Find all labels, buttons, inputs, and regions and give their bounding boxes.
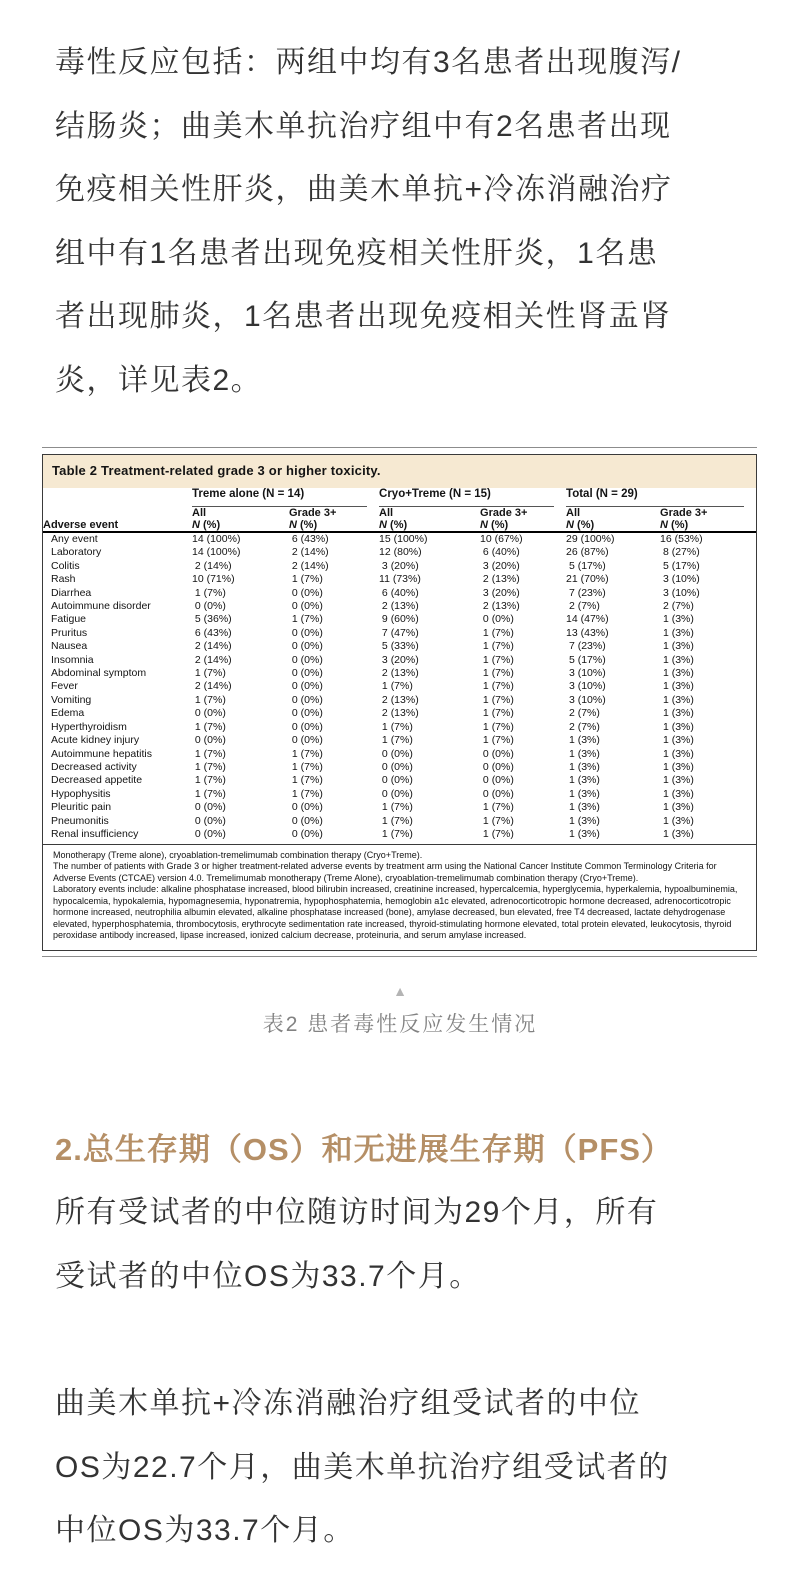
column-group-treme-alone: Treme alone (N = 14): [192, 488, 367, 507]
adverse-event-row: [43, 532, 756, 546]
total-grade3-value: 1 (3%): [660, 640, 694, 653]
cryo-all-value: 12 (80%): [379, 546, 422, 559]
cryo-grade3-value: 1 (7%): [480, 653, 514, 666]
treme-all-value: 6 (43%): [192, 626, 232, 639]
treme-all-value: 1 (7%): [192, 787, 226, 800]
adverse-event-name: Pneumonitis: [51, 814, 109, 827]
cryo-grade3-value: 6 (40%): [480, 546, 520, 559]
total-grade3-value: 1 (3%): [660, 774, 694, 787]
total-grade3-value: 1 (3%): [660, 801, 694, 814]
total-all-value: 2 (7%): [566, 600, 600, 613]
adverse-event-name: Any event: [51, 533, 98, 545]
cryo-all-header: All: [379, 507, 394, 519]
total-grade3-value: 1 (3%): [660, 667, 694, 680]
cryo-grade3-header: Grade 3+: [480, 507, 528, 519]
treme-all-value: 1 (7%): [192, 667, 226, 680]
cryo-all-value: 2 (13%): [379, 600, 419, 613]
cryo-grade3-value: 1 (7%): [480, 828, 566, 844]
cryo-grade3-value: 0 (0%): [480, 613, 514, 626]
total-all-value: 7 (23%): [566, 586, 606, 599]
cryo-grade3-value: 1 (7%): [480, 801, 514, 814]
table-title: Table 2 Treatment-related grade 3 or higher toxicity.: [43, 455, 756, 488]
adverse-event-row: [43, 801, 756, 814]
adverse-event-row: [43, 600, 756, 613]
total-all-value: 1 (3%): [566, 734, 600, 747]
table-caption-block: [0, 983, 800, 1038]
table-bottom-rule: [42, 956, 757, 957]
cryo-all-value: 3 (20%): [379, 653, 419, 666]
treme-grade3-value: 0 (0%): [289, 600, 323, 613]
adverse-event-row: [43, 748, 756, 761]
treme-grade3-value: 2 (14%): [289, 546, 329, 559]
cryo-grade3-value: 1 (7%): [480, 720, 514, 733]
treme-all-value: 2 (14%): [192, 640, 232, 653]
total-all-value: 13 (43%): [566, 626, 609, 639]
treme-grade3-value: 0 (0%): [289, 814, 323, 827]
cryo-all-value: 1 (7%): [379, 680, 413, 693]
table-caption: 表2 患者毒性反应发生情况: [262, 1012, 538, 1036]
n-percent-row: [43, 519, 756, 532]
treme-grade3-value: 0 (0%): [289, 626, 323, 639]
n-percent-header: N (%): [379, 519, 480, 532]
total-all-value: 1 (3%): [566, 828, 660, 844]
total-all-value: 2 (7%): [566, 707, 600, 720]
intro-text-line: 组中有1名患者出现免疫相关性肝炎，1名患: [55, 236, 659, 270]
cryo-grade3-value: 1 (7%): [480, 707, 514, 720]
adverse-event-name: Acute kidney injury: [51, 734, 140, 747]
total-grade3-value: 3 (10%): [660, 573, 700, 586]
total-all-value: 14 (47%): [566, 613, 609, 626]
n-percent-header: N (%): [660, 519, 756, 532]
adverse-event-row: [43, 613, 756, 626]
treme-all-value: 0 (0%): [192, 828, 289, 844]
cryo-all-value: 6 (40%): [379, 586, 419, 599]
treme-all-value: 1 (7%): [192, 586, 226, 599]
cryo-all-value: 0 (0%): [379, 787, 413, 800]
treme-all-value: 0 (0%): [192, 814, 226, 827]
treme-grade3-value: 0 (0%): [289, 680, 323, 693]
treme-all-value: 0 (0%): [192, 801, 226, 814]
cryo-all-value: 1 (7%): [379, 801, 413, 814]
treme-grade3-value: 1 (7%): [289, 573, 323, 586]
total-all-value: 2 (7%): [566, 720, 600, 733]
total-grade3-value: 5 (17%): [660, 559, 700, 572]
cryo-grade3-value: 1 (7%): [480, 814, 514, 827]
total-all-value: 7 (23%): [566, 640, 606, 653]
treme-all-value: 0 (0%): [192, 734, 226, 747]
table-top-rule: [42, 447, 757, 448]
adverse-event-name: Rash: [51, 573, 76, 586]
treme-all-value: 1 (7%): [192, 747, 226, 760]
total-all-value: 5 (17%): [566, 653, 606, 666]
treme-all-value: 2 (14%): [192, 653, 232, 666]
adverse-event-name: Pruritus: [51, 626, 88, 639]
footnote-methods: The number of patients with Grade 3 or higher treatment-related adverse events by treatment arm using the National Cancer Institute Common Terminology Criteria for Adverse Events (CTCAE) version 4.0. Tremelimumab monotherapy (Treme Alone), cryoablation-tremelimumab combination therapy (Cryo+Treme).: [53, 861, 717, 883]
adverse-event-name: Nausea: [51, 640, 88, 653]
cryo-grade3-value: 0 (0%): [480, 747, 514, 760]
cryo-all-value: 3 (20%): [379, 559, 419, 572]
cryo-grade3-value: 3 (20%): [480, 559, 520, 572]
treme-grade3-header: Grade 3+: [289, 507, 337, 519]
cryo-all-value: 11 (73%): [379, 573, 421, 586]
adverse-event-row: [43, 654, 756, 667]
toxicity-table-figure: [42, 447, 757, 957]
cryo-grade3-value: 1 (7%): [480, 693, 514, 706]
treme-all-value: 1 (7%): [192, 760, 226, 773]
n-percent-header: N (%): [566, 519, 660, 532]
adverse-event-row: [43, 788, 756, 801]
treme-grade3-value: 0 (0%): [289, 667, 323, 680]
treme-all-value: 0 (0%): [192, 707, 226, 720]
cryo-grade3-value: 0 (0%): [480, 760, 514, 773]
body-text-line: 中位OS为33.7个月。: [55, 1514, 355, 1548]
cryo-grade3-value: 0 (0%): [480, 787, 514, 800]
treme-grade3-value: 2 (14%): [289, 559, 329, 572]
column-group-row: [43, 488, 756, 507]
cryo-all-value: 2 (13%): [379, 707, 419, 720]
section-heading: 2.总生存期（OS）和无进展生存期（PFS）: [55, 1131, 673, 1167]
treme-grade3-value: 0 (0%): [289, 640, 323, 653]
adverse-event-name: Fever: [51, 680, 78, 693]
followup-paragraph: [55, 1181, 750, 1308]
cryo-all-value: 1 (7%): [379, 828, 480, 844]
total-grade3-value: 1 (3%): [660, 626, 694, 639]
treme-all-value: 14 (100%): [192, 533, 241, 545]
adverse-event-row: [43, 560, 756, 573]
treme-grade3-value: 1 (7%): [289, 760, 323, 773]
total-grade3-value: 1 (3%): [660, 760, 694, 773]
n-percent-header: N (%): [289, 519, 379, 532]
total-grade3-value: 2 (7%): [660, 600, 694, 613]
intro-text-line: 者出现肺炎，1名患者出现免疫相关性肾盂肾: [55, 300, 672, 333]
n-percent-header: N (%): [192, 519, 289, 532]
adverse-event-row: [43, 627, 756, 640]
adverse-event-row: [43, 734, 756, 747]
total-all-value: 29 (100%): [566, 533, 615, 545]
adverse-event-name: Decreased activity: [51, 760, 137, 773]
cryo-all-value: 2 (13%): [379, 667, 419, 680]
total-grade3-value: 3 (10%): [660, 586, 700, 599]
total-all-value: 21 (70%): [566, 573, 609, 586]
adverse-events-table: [43, 488, 756, 845]
adverse-event-name: Colitis: [51, 559, 80, 572]
total-grade3-value: 1 (3%): [660, 747, 694, 760]
intro-text-line: 毒性反应包括：两组中均有3名患者出现腹泻/: [55, 46, 682, 79]
treme-grade3-value: 0 (0%): [289, 586, 323, 599]
total-grade3-value: 1 (3%): [660, 814, 694, 827]
intro-text-line: 免疫相关性肝炎，曲美木单抗+冷冻消融治疗: [55, 173, 673, 206]
cryo-grade3-value: 1 (7%): [480, 680, 514, 693]
treme-all-header: All: [192, 507, 207, 519]
total-all-value: 3 (10%): [566, 680, 606, 693]
adverse-event-row: [43, 761, 756, 774]
total-grade3-value: 1 (3%): [660, 680, 694, 693]
total-grade3-value: 1 (3%): [660, 828, 756, 844]
table-footnotes: [43, 845, 756, 950]
total-grade3-value: 1 (3%): [660, 693, 694, 706]
total-all-value: 3 (10%): [566, 667, 606, 680]
triangle-up-icon: ▲: [393, 982, 407, 999]
adverse-event-name: Autoimmune hepatitis: [51, 747, 152, 760]
toxicity-table: [42, 454, 757, 951]
adverse-event-header: Adverse event: [43, 519, 192, 532]
treme-grade3-value: 1 (7%): [289, 774, 323, 787]
cryo-grade3-value: 3 (20%): [480, 586, 520, 599]
adverse-event-name: Hyperthyroidism: [51, 720, 127, 733]
body-text-line: 所有受试者的中位随访时间为29个月，所有: [55, 1196, 659, 1230]
treme-all-value: 1 (7%): [192, 774, 226, 787]
column-group-total: Total (N = 29): [566, 488, 744, 507]
cryo-grade3-value: 2 (13%): [480, 573, 520, 586]
cryo-grade3-value: 10 (67%): [480, 533, 523, 545]
body-text-line: 曲美木单抗+冷冻消融治疗组受试者的中位: [55, 1387, 642, 1421]
body-text-line: 受试者的中位OS为33.7个月。: [55, 1259, 481, 1293]
total-grade3-value: 1 (3%): [660, 787, 694, 800]
body-text-line: OS为22.7个月，曲美木单抗治疗组受试者的: [55, 1450, 670, 1484]
adverse-event-name: Diarrhea: [51, 586, 92, 599]
intro-paragraph: [0, 0, 800, 412]
subcolumn-row: [43, 507, 756, 519]
total-grade3-value: 1 (3%): [660, 613, 694, 626]
footnote-abbreviations: Monotherapy (Treme alone), cryoablation-tremelimumab combination therapy (Cryo+Treme).: [53, 849, 423, 860]
cryo-all-value: 7 (47%): [379, 626, 419, 639]
total-grade3-value: 16 (53%): [660, 533, 703, 545]
treme-grade3-value: 0 (0%): [289, 693, 323, 706]
adverse-event-row: [43, 573, 756, 586]
adverse-event-row: [43, 707, 756, 720]
adverse-event-name: Laboratory: [51, 546, 102, 559]
cryo-all-value: 1 (7%): [379, 734, 413, 747]
treme-all-value: 2 (14%): [192, 559, 232, 572]
treme-grade3-value: 6 (43%): [289, 533, 329, 545]
cryo-all-value: 0 (0%): [379, 774, 413, 787]
treme-all-value: 5 (36%): [192, 613, 232, 626]
treme-grade3-value: 0 (0%): [289, 707, 323, 720]
total-all-value: 1 (3%): [566, 774, 600, 787]
adverse-event-name: Hypophysitis: [51, 787, 111, 800]
total-all-value: 26 (87%): [566, 546, 609, 559]
total-all-value: 5 (17%): [566, 559, 606, 572]
adverse-event-row: [43, 721, 756, 734]
treme-all-value: 1 (7%): [192, 720, 226, 733]
cryo-all-value: 2 (13%): [379, 693, 419, 706]
treme-grade3-value: 0 (0%): [289, 653, 323, 666]
cryo-grade3-value: 1 (7%): [480, 626, 514, 639]
adverse-event-name: Pleuritic pain: [51, 801, 112, 814]
total-grade3-value: 1 (3%): [660, 734, 694, 747]
adverse-event-row: [43, 774, 756, 787]
treme-all-value: 14 (100%): [192, 546, 241, 559]
total-all-value: 1 (3%): [566, 760, 600, 773]
adverse-event-name: Vomiting: [51, 693, 92, 706]
treme-grade3-value: 0 (0%): [289, 720, 323, 733]
adverse-event-name: Renal insufficiency: [43, 828, 192, 844]
total-all-header: All: [566, 507, 581, 519]
os-comparison-paragraph: [55, 1372, 750, 1563]
total-grade3-value: 1 (3%): [660, 653, 694, 666]
treme-all-value: 1 (7%): [192, 693, 226, 706]
adverse-event-name: Decreased appetite: [51, 774, 143, 787]
os-pfs-section: [0, 1118, 800, 1563]
adverse-event-name: Fatigue: [51, 613, 87, 626]
adverse-event-row: [43, 640, 756, 653]
total-grade3-header: Grade 3+: [660, 507, 708, 519]
cryo-all-value: 5 (33%): [379, 640, 419, 653]
cryo-all-value: 0 (0%): [379, 760, 413, 773]
treme-all-value: 2 (14%): [192, 680, 232, 693]
adverse-event-name: Insomnia: [51, 653, 94, 666]
intro-text-line: 结肠炎；曲美木单抗治疗组中有2名患者出现: [55, 109, 672, 143]
cryo-grade3-value: 0 (0%): [480, 774, 514, 787]
cryo-grade3-value: 1 (7%): [480, 667, 514, 680]
treme-grade3-value: 1 (7%): [289, 613, 323, 626]
adverse-event-row: [43, 694, 756, 707]
adverse-event-row: [43, 546, 756, 559]
total-all-value: 1 (3%): [566, 787, 600, 800]
cryo-grade3-value: 1 (7%): [480, 734, 514, 747]
footnote-laboratory-events: Laboratory events include: alkaline phosphatase increased, blood bilirubin increased, creatinine increased, hypercalcemia, hyperglycemia, hyperkalemia, hypoalbuminemia, hypocalcemia, hypokalemia, hypomagnesemia, hyponatremia, hypophosphatemia, hemoglobin a1c elevated, adrenocorticotropic hormone decreased, adrenocorticotropic hormone increased, neutrophilia albumin elevated, alkaline phosphatase increased (bone), amylase decreased, bun elevated, free T4 decreased, lactate dehydrogenase elevated, hyperphosphatemia, thrombocytosis, erythrocyte sedimentation rate increased, thyroid-stimulating hormone elevated, total protein elevated, leukocytosis, thyroid peroxidase antibody increased, lipase increased, ionized calcium decrease, proteinuria, and serum amylase increased.: [53, 884, 738, 941]
intro-text-line: 炎，详见表2。: [55, 363, 263, 397]
adverse-event-row: [43, 680, 756, 693]
cryo-grade3-value: 2 (13%): [480, 600, 520, 613]
total-grade3-value: 1 (3%): [660, 720, 694, 733]
treme-grade3-value: 0 (0%): [289, 828, 379, 844]
cryo-all-value: 9 (60%): [379, 613, 419, 626]
cryo-all-value: 1 (7%): [379, 720, 413, 733]
cryo-grade3-value: 1 (7%): [480, 640, 514, 653]
adverse-event-row: [43, 667, 756, 680]
total-grade3-value: 8 (27%): [660, 546, 700, 559]
adverse-event-name: Abdominal symptom: [51, 667, 147, 680]
total-all-value: 3 (10%): [566, 693, 606, 706]
n-percent-header: N (%): [480, 519, 566, 532]
treme-grade3-value: 1 (7%): [289, 747, 323, 760]
total-grade3-value: 1 (3%): [660, 707, 694, 720]
cryo-all-value: 1 (7%): [379, 814, 413, 827]
adverse-event-row: [43, 828, 756, 844]
adverse-event-row: [43, 587, 756, 600]
treme-all-value: 0 (0%): [192, 600, 226, 613]
adverse-event-name: Edema: [51, 707, 85, 720]
treme-grade3-value: 1 (7%): [289, 787, 323, 800]
adverse-event-name: Autoimmune disorder: [51, 600, 151, 613]
cryo-all-value: 0 (0%): [379, 747, 413, 760]
treme-grade3-value: 0 (0%): [289, 734, 323, 747]
cryo-all-value: 15 (100%): [379, 533, 428, 545]
total-all-value: 1 (3%): [566, 801, 600, 814]
column-group-cryo-treme: Cryo+Treme (N = 15): [379, 488, 554, 507]
total-all-value: 1 (3%): [566, 747, 600, 760]
total-all-value: 1 (3%): [566, 814, 600, 827]
adverse-event-row: [43, 815, 756, 828]
treme-grade3-value: 0 (0%): [289, 801, 323, 814]
treme-all-value: 10 (71%): [192, 573, 235, 586]
